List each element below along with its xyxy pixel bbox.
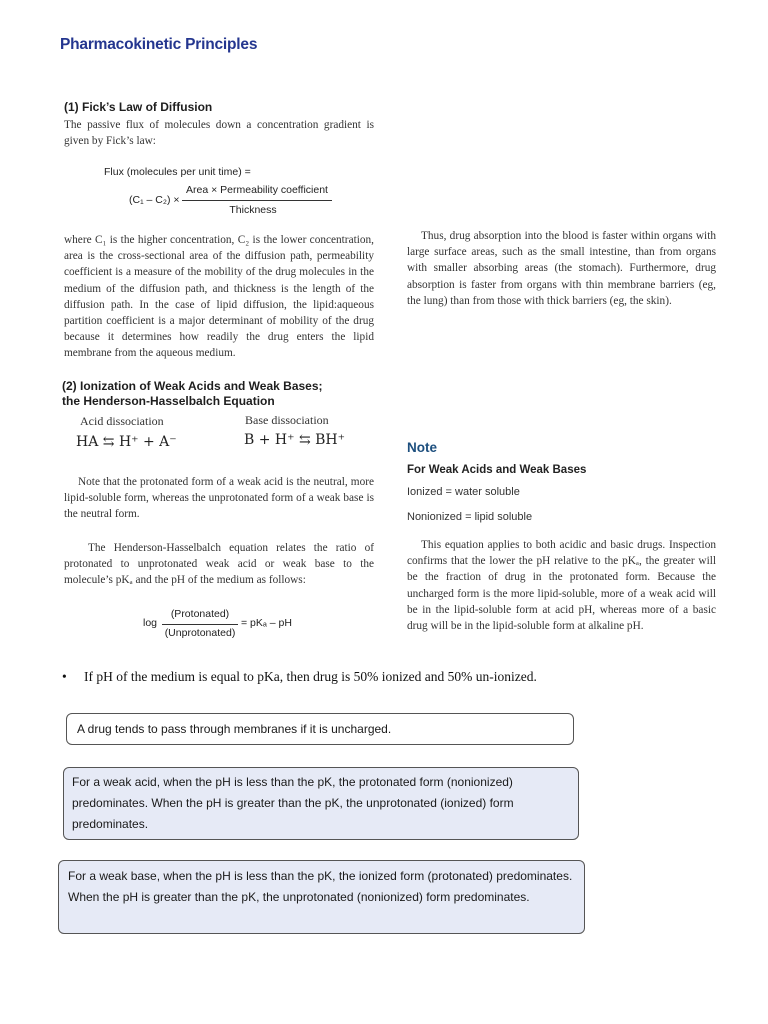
callout-box-weak-acid — [63, 767, 579, 840]
hh-fraction-bar — [162, 624, 238, 625]
formula-fraction-bar — [182, 200, 332, 201]
section2-heading-line2: the Henderson-Hasselbalch Equation — [62, 394, 275, 408]
hh-numerator: (Protonated) — [170, 608, 230, 620]
section2-heading-line1: (2) Ionization of Weak Acids and Weak Bases; — [62, 379, 323, 393]
callout-box-uncharged-text: A drug tends to pass through membranes if it is uncharged. — [77, 722, 392, 736]
note-item-nonionized: Nonionized = lipid soluble — [407, 511, 533, 523]
bullet-marker: • — [62, 669, 67, 684]
base-dissociation-equation: B + H⁺ ⇆ BH⁺ — [244, 432, 346, 448]
hh-log: log — [143, 617, 158, 629]
hh-rhs: = pKₐ – pH — [241, 617, 292, 629]
callout-box-weak-acid-text: For a weak acid, when the pH is less than the pK, the protonated form (nonionized) predominates. When the pH is greater than the pK, the unprotonated (ionized) form predominates. — [72, 775, 514, 831]
page-title: Pharmacokinetic Principles — [60, 36, 258, 53]
note-subheading: For Weak Acids and Weak Bases — [407, 464, 587, 476]
acid-dissociation-equation: HA ⇆ H⁺ + A⁻ — [76, 434, 177, 450]
right-para1: Thus, drug absorption into the blood is faster within organs with large surface areas, such as the small intestine, than from organs with smaller absorbing areas (the stomach). Furthermore, drug absorption is faster from organs with thin membrane barriers (eg, the lung) than from those with thick barriers (eg, the skin). — [407, 230, 716, 307]
formula-denominator: Thickness — [229, 204, 277, 216]
formula-lhs: Flux (molecules per unit time) = — [104, 166, 251, 178]
note-heading: Note — [407, 440, 437, 455]
formula-prefix: (C₁ – C₂) × — [129, 194, 180, 206]
callout-box-uncharged — [66, 713, 574, 745]
note-item-ionized: Ionized = water soluble — [407, 486, 520, 498]
base-dissociation-label: Base dissociation — [245, 413, 329, 427]
hh-denominator: (Unprotonated) — [164, 627, 236, 639]
right-para2: This equation applies to both acidic and basic drugs. Inspection confirms that the lower the pH relative to the pKₐ, the greater will be the fraction of drug in the protonated form. Because the uncharged form is the more lipid-soluble, more of a weak acid will be in the lipid-soluble form at acid pH, whereas more of a basic drug will be in the lipid-soluble form at alkaline pH. — [407, 539, 716, 633]
section1-heading: (1) Fick’s Law of Diffusion — [64, 100, 213, 114]
callout-box-weak-base — [58, 860, 585, 934]
formula-numerator: Area × Permeability coefficient — [186, 184, 328, 196]
callout-box-weak-base-text: For a weak base, when the pH is less than the pK, the ionized form (protonated) predominates. When the pH is greater than the pK, the unprotonated (nonionized) form predominates. — [68, 869, 573, 904]
section1-intro: The passive flux of molecules down a concentration gradient is given by Fick’s law: — [64, 119, 374, 148]
bullet-text: If pH of the medium is equal to pKa, then drug is 50% ionized and 50% un-ionized. — [84, 669, 537, 684]
acid-dissociation-label: Acid dissociation — [80, 414, 164, 428]
section2-para1: Note that the protonated form of a weak acid is the neutral, more lipid-soluble form, whereas the unprotonated form of a weak base is the neutral form. — [64, 476, 374, 521]
section1-explanation: where C₁ is the higher concentration, C₂ is the lower concentration, area is the cross-sectional area of the diffusion path, permeability coefficient is a measure of the mobility of the drug molecules in the medium of the diffusion path, and thickness is the length of the diffusion path. In the case of lipid diffusion, the lipid:aqueous partition coefficient is a major determinant of mobility of the drug because it determines how readily the drug enters the lipid membrane from the aqueous medium. — [64, 234, 374, 360]
section2-para2: The Henderson-Hasselbalch equation relates the ratio of protonated to unprotonated weak acid or weak base to the molecule’s pKₐ and the pH of the medium as follows: — [64, 542, 374, 587]
